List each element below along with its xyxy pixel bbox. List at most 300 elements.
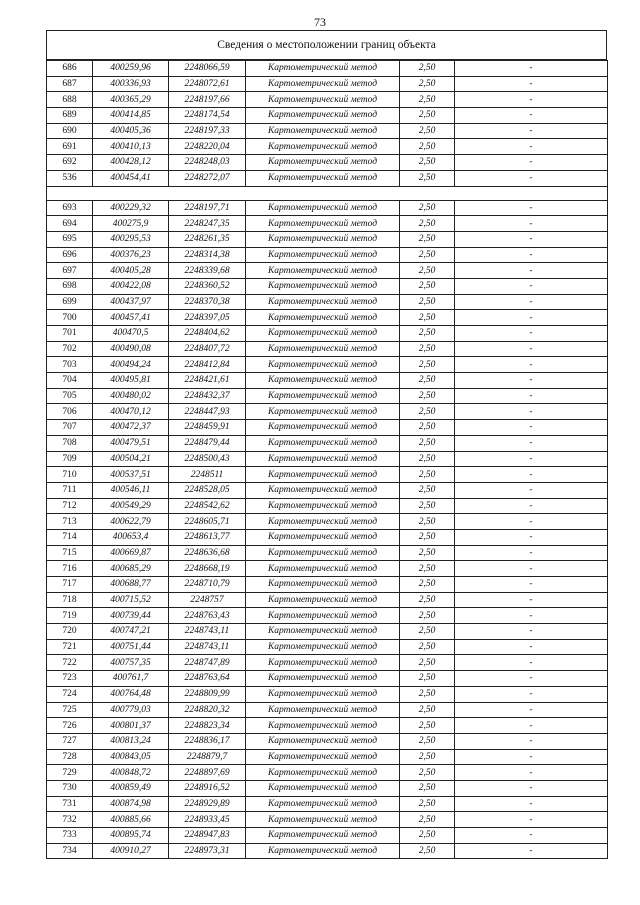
method-cell: Картометрический метод	[246, 170, 400, 186]
coord-y-cell: 2248447,93	[169, 404, 246, 420]
table-row	[47, 76, 608, 92]
accuracy-cell: 2,50	[400, 765, 455, 781]
accuracy-cell: 2,50	[400, 561, 455, 577]
description-cell: -	[455, 671, 608, 687]
table-row	[47, 357, 608, 373]
point-number-cell: 699	[47, 294, 93, 310]
table-row	[47, 498, 608, 514]
coord-x-cell: 400480,02	[93, 388, 169, 404]
point-number-cell: 710	[47, 467, 93, 483]
table-row	[47, 388, 608, 404]
separator-cell	[47, 186, 608, 200]
coord-y-cell: 2248973,31	[169, 843, 246, 859]
point-number-cell: 703	[47, 357, 93, 373]
method-cell: Картометрический метод	[246, 294, 400, 310]
coordinates-table-body	[47, 61, 608, 859]
accuracy-cell: 2,50	[400, 733, 455, 749]
coord-x-cell: 400454,41	[93, 170, 169, 186]
coord-x-cell: 400761,7	[93, 671, 169, 687]
description-cell: -	[455, 718, 608, 734]
coord-y-cell: 2248836,17	[169, 733, 246, 749]
table-row	[47, 561, 608, 577]
method-cell: Картометрический метод	[246, 514, 400, 530]
accuracy-cell: 2,50	[400, 514, 455, 530]
description-cell: -	[455, 639, 608, 655]
table-row	[47, 812, 608, 828]
coord-y-cell: 2248360,52	[169, 278, 246, 294]
coord-y-cell: 2248929,89	[169, 796, 246, 812]
method-cell: Картометрический метод	[246, 404, 400, 420]
coord-x-cell: 400457,41	[93, 310, 169, 326]
method-cell: Картометрический метод	[246, 577, 400, 593]
accuracy-cell: 2,50	[400, 123, 455, 139]
description-cell: -	[455, 843, 608, 859]
coord-y-cell: 2248412,84	[169, 357, 246, 373]
table-row	[47, 624, 608, 640]
coord-y-cell: 2248339,68	[169, 263, 246, 279]
coord-y-cell: 2248528,05	[169, 482, 246, 498]
coord-x-cell: 400885,66	[93, 812, 169, 828]
description-cell: -	[455, 686, 608, 702]
accuracy-cell: 2,50	[400, 592, 455, 608]
point-number-cell: 720	[47, 624, 93, 640]
point-number-cell: 705	[47, 388, 93, 404]
description-cell: -	[455, 765, 608, 781]
point-number-cell: 704	[47, 373, 93, 389]
description-cell: -	[455, 263, 608, 279]
table-row	[47, 404, 608, 420]
description-cell: -	[455, 170, 608, 186]
accuracy-cell: 2,50	[400, 108, 455, 124]
description-cell: -	[455, 514, 608, 530]
point-number-cell: 727	[47, 733, 93, 749]
point-number-cell: 714	[47, 529, 93, 545]
accuracy-cell: 2,50	[400, 388, 455, 404]
point-number-cell: 690	[47, 123, 93, 139]
coord-y-cell: 2248757	[169, 592, 246, 608]
point-number-cell: 694	[47, 216, 93, 232]
description-cell: -	[455, 780, 608, 796]
coord-y-cell: 2248174,54	[169, 108, 246, 124]
accuracy-cell: 2,50	[400, 139, 455, 155]
table-row	[47, 718, 608, 734]
method-cell: Картометрический метод	[246, 843, 400, 859]
table-row	[47, 639, 608, 655]
coord-x-cell: 400494,24	[93, 357, 169, 373]
accuracy-cell: 2,50	[400, 577, 455, 593]
method-cell: Картометрический метод	[246, 123, 400, 139]
coord-x-cell: 400739,44	[93, 608, 169, 624]
point-number-cell: 701	[47, 326, 93, 342]
accuracy-cell: 2,50	[400, 451, 455, 467]
accuracy-cell: 2,50	[400, 655, 455, 671]
table-row	[47, 216, 608, 232]
coord-y-cell: 2248743,11	[169, 624, 246, 640]
coord-x-cell: 400422,08	[93, 278, 169, 294]
coord-y-cell: 2248248,03	[169, 155, 246, 171]
method-cell: Картометрический метод	[246, 451, 400, 467]
table-row	[47, 655, 608, 671]
point-number-cell: 707	[47, 420, 93, 436]
method-cell: Картометрический метод	[246, 498, 400, 514]
description-cell: -	[455, 577, 608, 593]
point-number-cell: 715	[47, 545, 93, 561]
coord-y-cell: 2248272,07	[169, 170, 246, 186]
method-cell: Картометрический метод	[246, 796, 400, 812]
method-cell: Картометрический метод	[246, 373, 400, 389]
point-number-cell: 708	[47, 435, 93, 451]
coord-y-cell: 2248823,34	[169, 718, 246, 734]
point-number-cell: 696	[47, 247, 93, 263]
description-cell: -	[455, 608, 608, 624]
coordinates-table	[46, 60, 608, 859]
coord-x-cell: 400688,77	[93, 577, 169, 593]
coord-y-cell: 2248197,33	[169, 123, 246, 139]
point-number-cell: 689	[47, 108, 93, 124]
coord-x-cell: 400470,5	[93, 326, 169, 342]
table-row	[47, 155, 608, 171]
description-cell: -	[455, 655, 608, 671]
boundary-table-frame	[46, 30, 607, 859]
table-row	[47, 247, 608, 263]
method-cell: Картометрический метод	[246, 108, 400, 124]
coord-y-cell: 2248743,11	[169, 639, 246, 655]
coord-y-cell: 2248459,91	[169, 420, 246, 436]
coord-y-cell: 2248370,38	[169, 294, 246, 310]
coord-x-cell: 400479,51	[93, 435, 169, 451]
coord-x-cell: 400376,23	[93, 247, 169, 263]
description-cell: -	[455, 373, 608, 389]
coord-x-cell: 400405,36	[93, 123, 169, 139]
coord-y-cell: 2248407,72	[169, 341, 246, 357]
coord-y-cell: 2248897,69	[169, 765, 246, 781]
coord-y-cell: 2248197,71	[169, 200, 246, 216]
description-cell: -	[455, 451, 608, 467]
description-cell: -	[455, 357, 608, 373]
coord-x-cell: 400259,96	[93, 61, 169, 77]
coord-x-cell: 400669,87	[93, 545, 169, 561]
coord-x-cell: 400490,08	[93, 341, 169, 357]
table-row	[47, 263, 608, 279]
coord-x-cell: 400437,97	[93, 294, 169, 310]
coord-x-cell: 400405,28	[93, 263, 169, 279]
method-cell: Картометрический метод	[246, 545, 400, 561]
coord-y-cell: 2248220,04	[169, 139, 246, 155]
coord-y-cell: 2248710,79	[169, 577, 246, 593]
point-number-cell: 734	[47, 843, 93, 859]
accuracy-cell: 2,50	[400, 482, 455, 498]
table-row	[47, 326, 608, 342]
coord-y-cell: 2248314,38	[169, 247, 246, 263]
table-row	[47, 435, 608, 451]
description-cell: -	[455, 278, 608, 294]
accuracy-cell: 2,50	[400, 231, 455, 247]
description-cell: -	[455, 733, 608, 749]
coord-y-cell: 2248636,68	[169, 545, 246, 561]
point-number-cell: 709	[47, 451, 93, 467]
table-row	[47, 765, 608, 781]
coord-x-cell: 400779,03	[93, 702, 169, 718]
coord-x-cell: 400414,85	[93, 108, 169, 124]
point-number-cell: 688	[47, 92, 93, 108]
coord-y-cell: 2248072,61	[169, 76, 246, 92]
accuracy-cell: 2,50	[400, 404, 455, 420]
table-row	[47, 608, 608, 624]
description-cell: -	[455, 435, 608, 451]
description-cell: -	[455, 545, 608, 561]
coord-y-cell: 2248542,62	[169, 498, 246, 514]
table-row	[47, 529, 608, 545]
coord-x-cell: 400546,11	[93, 482, 169, 498]
description-cell: -	[455, 247, 608, 263]
point-number-cell: 725	[47, 702, 93, 718]
point-number-cell: 693	[47, 200, 93, 216]
table-row	[47, 373, 608, 389]
coord-x-cell: 400685,29	[93, 561, 169, 577]
point-number-cell: 700	[47, 310, 93, 326]
coord-x-cell: 400229,32	[93, 200, 169, 216]
point-number-cell: 717	[47, 577, 93, 593]
accuracy-cell: 2,50	[400, 373, 455, 389]
coord-x-cell: 400801,37	[93, 718, 169, 734]
coord-y-cell: 2248763,64	[169, 671, 246, 687]
coord-x-cell: 400504,21	[93, 451, 169, 467]
coord-x-cell: 400622,79	[93, 514, 169, 530]
method-cell: Картометрический метод	[246, 561, 400, 577]
method-cell: Картометрический метод	[246, 216, 400, 232]
method-cell: Картометрический метод	[246, 467, 400, 483]
method-cell: Картометрический метод	[246, 765, 400, 781]
description-cell: -	[455, 108, 608, 124]
description-cell: -	[455, 592, 608, 608]
coord-x-cell: 400470,12	[93, 404, 169, 420]
table-row	[47, 278, 608, 294]
method-cell: Картометрический метод	[246, 200, 400, 216]
method-cell: Картометрический метод	[246, 420, 400, 436]
accuracy-cell: 2,50	[400, 718, 455, 734]
method-cell: Картометрический метод	[246, 92, 400, 108]
coord-y-cell: 2248605,71	[169, 514, 246, 530]
method-cell: Картометрический метод	[246, 435, 400, 451]
coord-x-cell: 400813,24	[93, 733, 169, 749]
method-cell: Картометрический метод	[246, 155, 400, 171]
table-row	[47, 843, 608, 859]
group-separator-row	[47, 186, 608, 200]
accuracy-cell: 2,50	[400, 357, 455, 373]
accuracy-cell: 2,50	[400, 686, 455, 702]
coord-x-cell: 400715,52	[93, 592, 169, 608]
point-number-cell: 718	[47, 592, 93, 608]
coord-x-cell: 400495,81	[93, 373, 169, 389]
table-row	[47, 451, 608, 467]
description-cell: -	[455, 200, 608, 216]
coord-x-cell: 400472,37	[93, 420, 169, 436]
description-cell: -	[455, 294, 608, 310]
coord-y-cell: 2248479,44	[169, 435, 246, 451]
description-cell: -	[455, 123, 608, 139]
method-cell: Картометрический метод	[246, 686, 400, 702]
coord-x-cell: 400859,49	[93, 780, 169, 796]
table-row	[47, 733, 608, 749]
method-cell: Картометрический метод	[246, 624, 400, 640]
page-number: 73	[314, 15, 326, 29]
coord-x-cell: 400410,13	[93, 139, 169, 155]
point-number-cell: 726	[47, 718, 93, 734]
point-number-cell: 732	[47, 812, 93, 828]
coord-y-cell: 2248404,62	[169, 326, 246, 342]
coord-x-cell: 400365,29	[93, 92, 169, 108]
method-cell: Картометрический метод	[246, 310, 400, 326]
coord-y-cell: 2248916,52	[169, 780, 246, 796]
point-number-cell: 698	[47, 278, 93, 294]
description-cell: -	[455, 155, 608, 171]
accuracy-cell: 2,50	[400, 76, 455, 92]
method-cell: Картометрический метод	[246, 326, 400, 342]
description-cell: -	[455, 76, 608, 92]
coord-y-cell: 2248247,35	[169, 216, 246, 232]
point-number-cell: 712	[47, 498, 93, 514]
table-row	[47, 92, 608, 108]
description-cell: -	[455, 828, 608, 844]
table-row	[47, 796, 608, 812]
accuracy-cell: 2,50	[400, 780, 455, 796]
coord-y-cell: 2248397,05	[169, 310, 246, 326]
accuracy-cell: 2,50	[400, 624, 455, 640]
table-row	[47, 514, 608, 530]
description-cell: -	[455, 341, 608, 357]
method-cell: Картометрический метод	[246, 828, 400, 844]
point-number-cell: 536	[47, 170, 93, 186]
description-cell: -	[455, 216, 608, 232]
accuracy-cell: 2,50	[400, 263, 455, 279]
description-cell: -	[455, 561, 608, 577]
table-row	[47, 686, 608, 702]
accuracy-cell: 2,50	[400, 341, 455, 357]
description-cell: -	[455, 812, 608, 828]
coord-x-cell: 400537,51	[93, 467, 169, 483]
point-number-cell: 692	[47, 155, 93, 171]
description-cell: -	[455, 467, 608, 483]
method-cell: Картометрический метод	[246, 61, 400, 77]
point-number-cell: 716	[47, 561, 93, 577]
method-cell: Картометрический метод	[246, 608, 400, 624]
table-row	[47, 420, 608, 436]
point-number-cell: 687	[47, 76, 93, 92]
accuracy-cell: 2,50	[400, 435, 455, 451]
point-number-cell: 706	[47, 404, 93, 420]
table-row	[47, 108, 608, 124]
method-cell: Картометрический метод	[246, 718, 400, 734]
coord-y-cell: 2248820,32	[169, 702, 246, 718]
table-row	[47, 170, 608, 186]
table-row	[47, 341, 608, 357]
method-cell: Картометрический метод	[246, 482, 400, 498]
method-cell: Картометрический метод	[246, 247, 400, 263]
point-number-cell: 722	[47, 655, 93, 671]
description-cell: -	[455, 61, 608, 77]
coord-x-cell: 400751,44	[93, 639, 169, 655]
coord-x-cell: 400910,27	[93, 843, 169, 859]
table-row	[47, 467, 608, 483]
table-row	[47, 702, 608, 718]
point-number-cell: 686	[47, 61, 93, 77]
accuracy-cell: 2,50	[400, 216, 455, 232]
method-cell: Картометрический метод	[246, 592, 400, 608]
coord-x-cell: 400764,48	[93, 686, 169, 702]
coord-y-cell: 2248613,77	[169, 529, 246, 545]
method-cell: Картометрический метод	[246, 357, 400, 373]
coord-y-cell: 2248668,19	[169, 561, 246, 577]
accuracy-cell: 2,50	[400, 92, 455, 108]
accuracy-cell: 2,50	[400, 545, 455, 561]
point-number-cell: 721	[47, 639, 93, 655]
accuracy-cell: 2,50	[400, 749, 455, 765]
description-cell: -	[455, 92, 608, 108]
table-row	[47, 294, 608, 310]
coord-y-cell: 2248747,89	[169, 655, 246, 671]
method-cell: Картометрический метод	[246, 388, 400, 404]
table-row	[47, 828, 608, 844]
point-number-cell: 719	[47, 608, 93, 624]
description-cell: -	[455, 624, 608, 640]
coord-x-cell: 400295,53	[93, 231, 169, 247]
accuracy-cell: 2,50	[400, 498, 455, 514]
table-row	[47, 592, 608, 608]
table-row	[47, 749, 608, 765]
accuracy-cell: 2,50	[400, 294, 455, 310]
accuracy-cell: 2,50	[400, 278, 455, 294]
table-row	[47, 231, 608, 247]
accuracy-cell: 2,50	[400, 310, 455, 326]
method-cell: Картометрический метод	[246, 780, 400, 796]
method-cell: Картометрический метод	[246, 139, 400, 155]
description-cell: -	[455, 404, 608, 420]
table-row	[47, 577, 608, 593]
method-cell: Картометрический метод	[246, 749, 400, 765]
table-row	[47, 139, 608, 155]
description-cell: -	[455, 326, 608, 342]
table-row	[47, 123, 608, 139]
table-header-title: Сведения о местоположении границ объекта	[46, 30, 607, 60]
coord-y-cell: 2248500,43	[169, 451, 246, 467]
method-cell: Картометрический метод	[246, 76, 400, 92]
accuracy-cell: 2,50	[400, 529, 455, 545]
accuracy-cell: 2,50	[400, 608, 455, 624]
coord-y-cell: 2248197,66	[169, 92, 246, 108]
point-number-cell: 702	[47, 341, 93, 357]
accuracy-cell: 2,50	[400, 828, 455, 844]
point-number-cell: 730	[47, 780, 93, 796]
point-number-cell: 728	[47, 749, 93, 765]
coord-y-cell: 2248511	[169, 467, 246, 483]
point-number-cell: 691	[47, 139, 93, 155]
accuracy-cell: 2,50	[400, 420, 455, 436]
description-cell: -	[455, 529, 608, 545]
coord-x-cell: 400895,74	[93, 828, 169, 844]
point-number-cell: 697	[47, 263, 93, 279]
coord-y-cell: 2248066,59	[169, 61, 246, 77]
description-cell: -	[455, 749, 608, 765]
accuracy-cell: 2,50	[400, 843, 455, 859]
method-cell: Картометрический метод	[246, 671, 400, 687]
accuracy-cell: 2,50	[400, 200, 455, 216]
accuracy-cell: 2,50	[400, 247, 455, 263]
description-cell: -	[455, 796, 608, 812]
method-cell: Картометрический метод	[246, 812, 400, 828]
coord-y-cell: 2248421,61	[169, 373, 246, 389]
coord-y-cell: 2248261,35	[169, 231, 246, 247]
accuracy-cell: 2,50	[400, 155, 455, 171]
